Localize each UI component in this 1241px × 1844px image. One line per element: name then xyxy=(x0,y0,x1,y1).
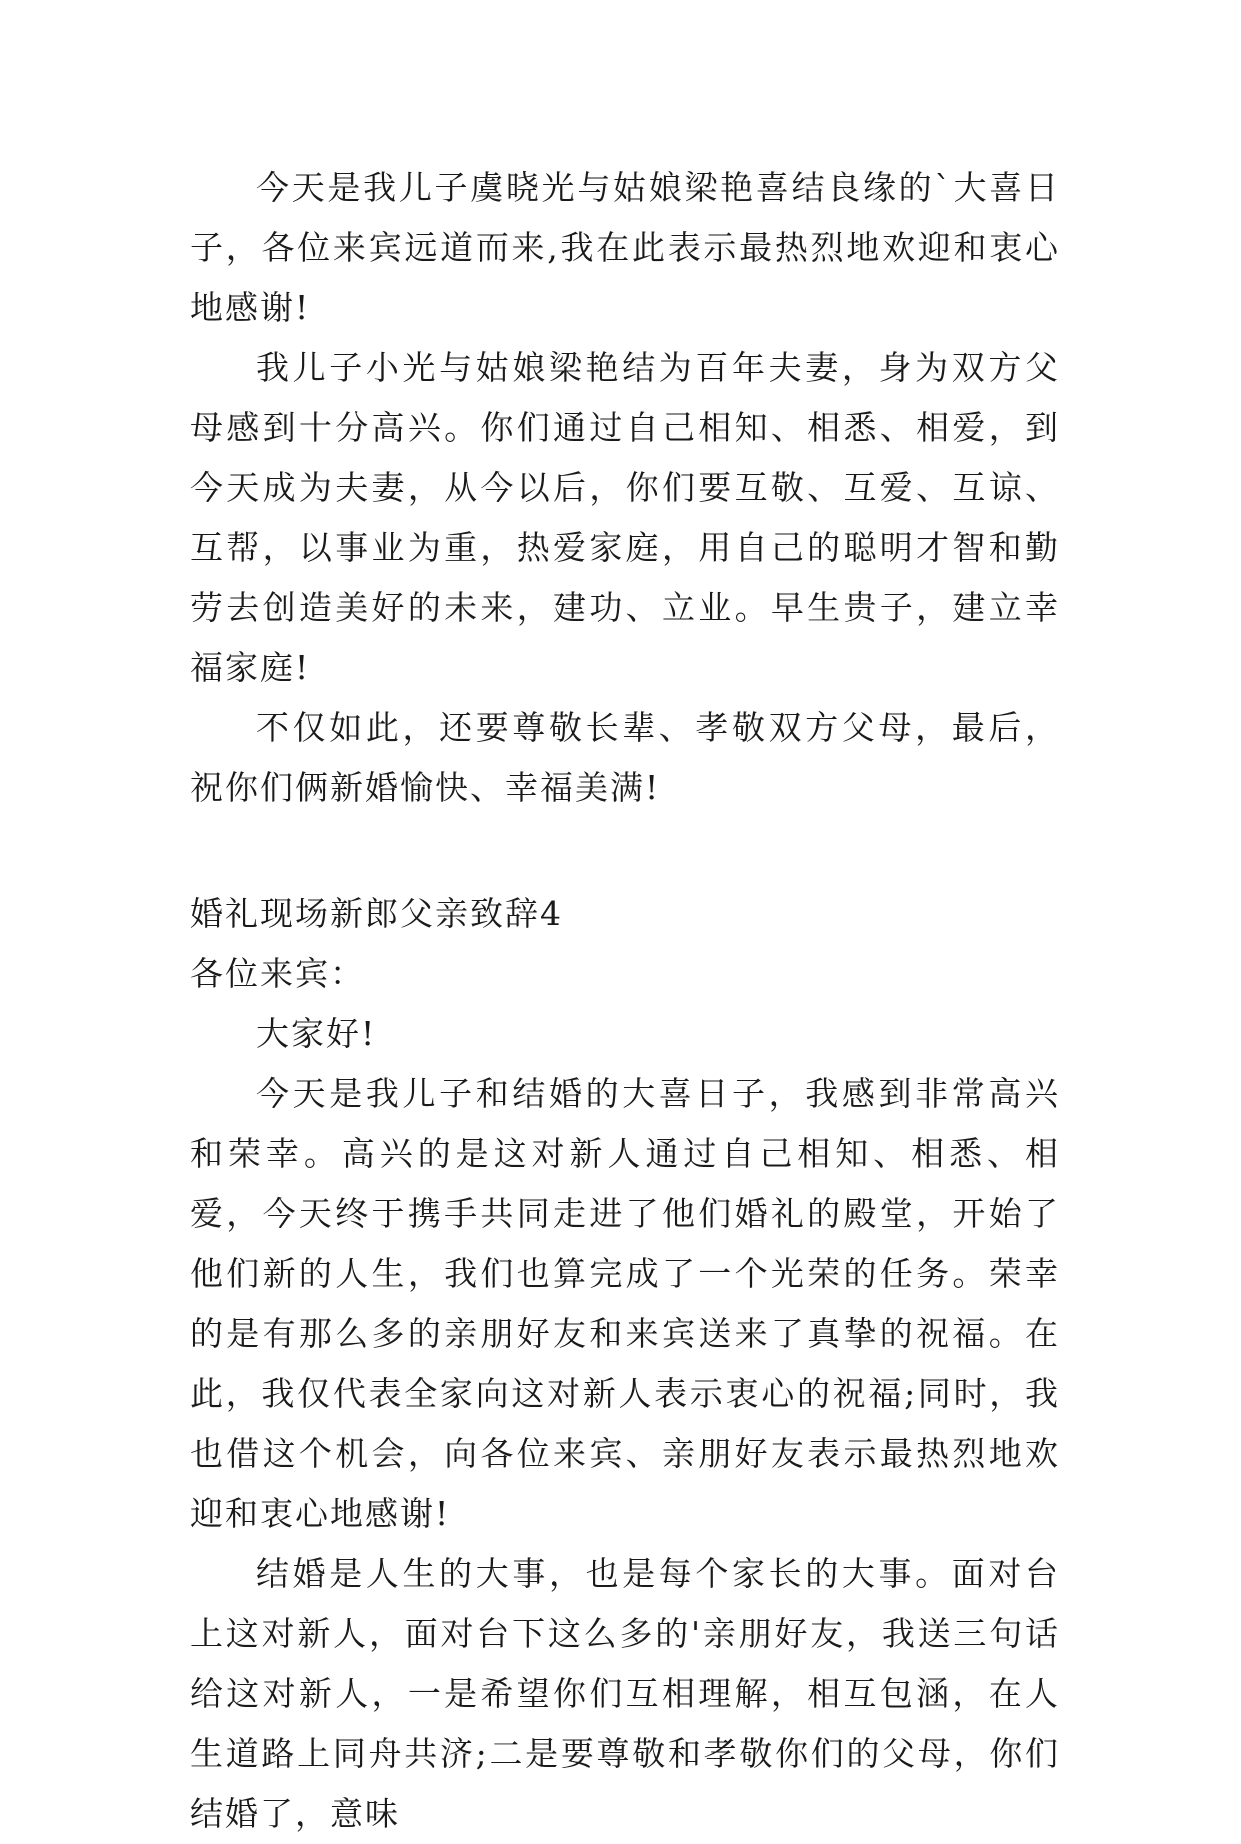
paragraph: 结婚是人生的大事，也是每个家长的大事。面对台上这对新人，面对台下这么多的'亲朋好友，我送三句话给这对新人，一是希望你们互相理解，相互包涵，在人生道路上同舟共济;二是要尊敬和孝敬你们的父母，你们结婚了，意味 xyxy=(190,1554,1060,1833)
greeting: 大家好! xyxy=(256,1014,377,1053)
paragraph: 我儿子小光与姑娘梁艳结为百年夫妻，身为双方父母感到十分高兴。你们通过自己相知、相悉、相爱，到今天成为夫妻，从今以后，你们要互敬、互爱、互谅、互帮，以事业为重，热爱家庭，用自己的聪明才智和勤劳去创造美好的未来，建功、立业。早生贵子，建立幸福家庭! xyxy=(190,348,1060,687)
paragraph: 不仅如此，还要尊敬长辈、孝敬双方父母，最后，祝你们俩新婚愉快、幸福美满! xyxy=(190,708,1060,807)
paragraph: 今天是我儿子虞晓光与姑娘梁艳喜结良缘的`大喜日子，各位来宾远道而来,我在此表示最热烈地欢迎和衷心地感谢! xyxy=(190,168,1060,327)
paragraph: 今天是我儿子和结婚的大喜日子，我感到非常高兴和荣幸。高兴的是这对新人通过自己相知、相悉、相爱，今天终于携手共同走进了他们婚礼的殿堂，开始了他们新的人生，我们也算完成了一个光荣的任务。荣幸的是有那么多的亲朋好友和来宾送来了真挚的祝福。在此，我仅代表全家向这对新人表示衷心的祝福;同时，我也借这个机会，向各位来宾、亲朋好友表示最热烈地欢迎和衷心地感谢! xyxy=(190,1074,1060,1533)
salutation: 各位来宾： xyxy=(190,954,365,993)
section-title: 婚礼现场新郎父亲致辞4 xyxy=(190,894,563,933)
document-body xyxy=(190,158,1060,1844)
